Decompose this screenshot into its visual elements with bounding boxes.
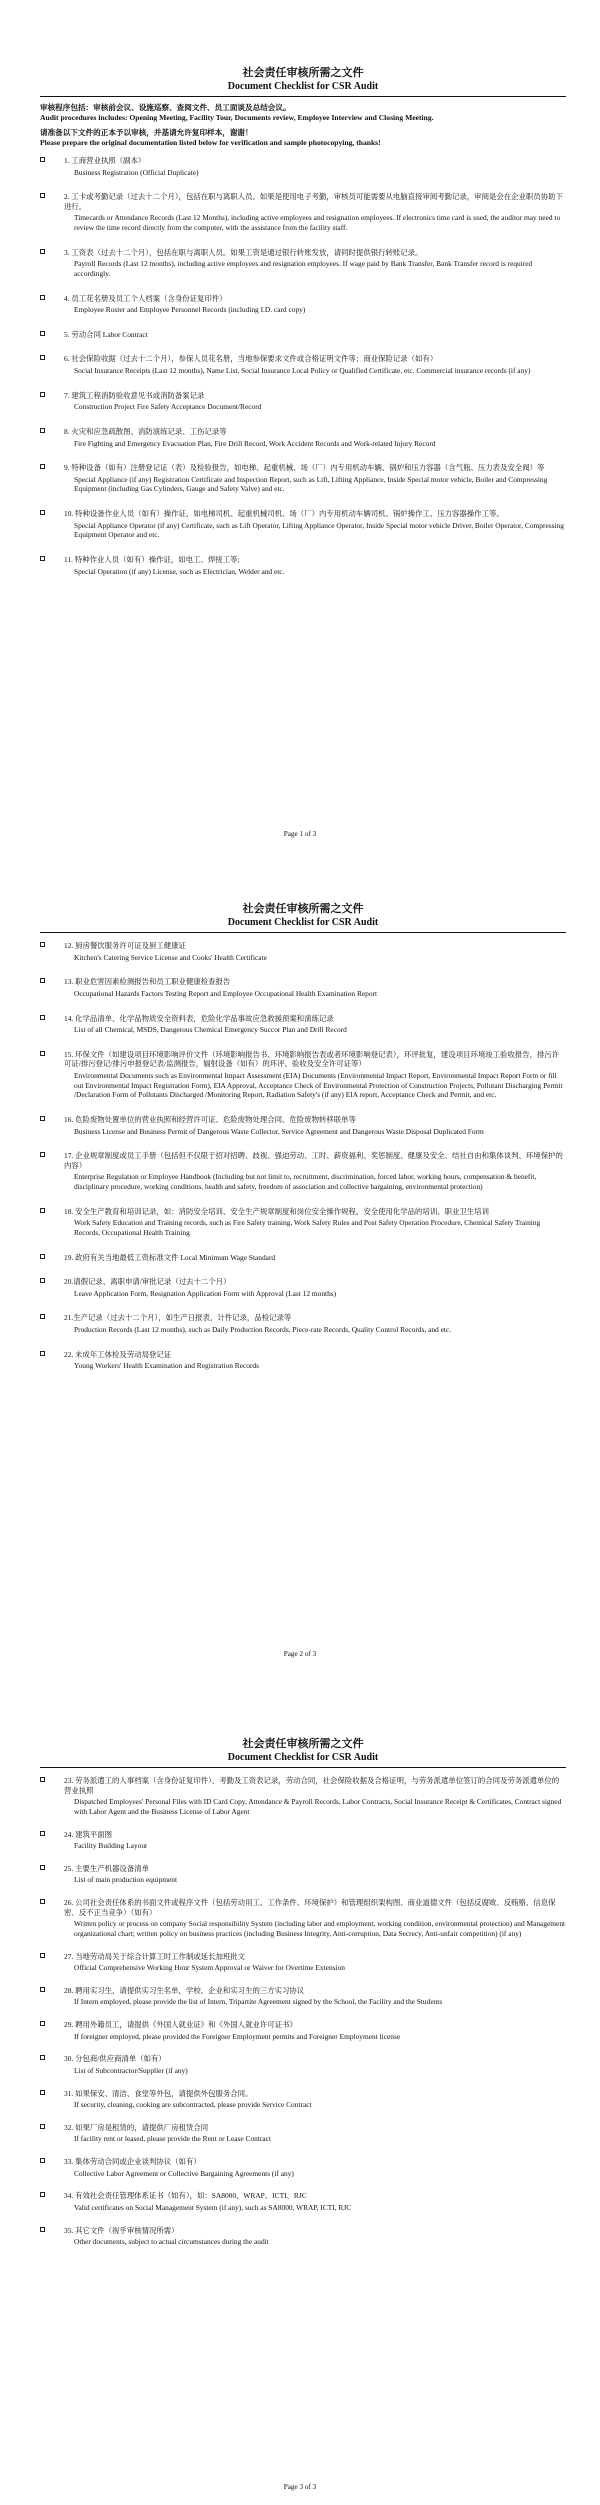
checklist-item xyxy=(40,391,566,412)
item-text-cn: 12. 厨房餐饮服务许可证及厨工健康证 xyxy=(64,941,186,950)
item-text-cn: 32. 如果厂房是租赁的，请提供厂房租赁合同 xyxy=(64,2122,209,2132)
item-text-en: If security, cleaning, cooking are subcontracted, please provide Service Contract xyxy=(74,2100,312,2110)
checkbox[interactable] xyxy=(40,2227,45,2232)
checklist-item xyxy=(40,248,566,279)
item-text-cn: 10. 特种设备作业人员（如有）操作证，如电梯司机、起重机械司机、场（厂）内专用机动车辆司机、锅炉操作工、压力容器操作工等。 xyxy=(64,509,504,518)
checklist-item xyxy=(40,156,566,177)
item-text-en: Business Registration (Official Duplicate) xyxy=(74,167,199,177)
item-text-en: Payroll Records (Last 12 months), including active employees and resignation employees. If wage paid by Bank Transfer, Bank Transfer record is required accordingly. xyxy=(74,259,533,278)
checkbox[interactable] xyxy=(40,2192,45,2197)
checklist-page-2 xyxy=(40,941,566,1371)
item-text-en: Written policy or process on company Social responsibility System (including labor and employment, working condition, environmental protection) and Management organizational chart; written policy on business practices (including Business Integrity, Anti-corruption, Data Secrecy, Anti-unfair competition) (if any) xyxy=(74,1919,566,1938)
item-text-en: Social Insurance Receipts (Last 12 months), Name List, Social Insurance Local Policy or Qualified Certificate, etc. Commercial insurance records (if any) xyxy=(74,366,531,375)
item-text-cn: 19. 政府有关当地最低工资标准文件 Local Minimum Wage Standard xyxy=(64,1252,276,1262)
checklist-item xyxy=(40,294,566,315)
audit-procedure-cn: 审核程序包括：审核前会议、设施巡察、查阅文件、员工面谈及总结会议。 xyxy=(40,103,291,112)
checkbox[interactable] xyxy=(40,1152,45,1157)
checklist-item xyxy=(40,2191,566,2212)
checkbox[interactable] xyxy=(40,1278,45,1283)
checklist-item xyxy=(40,1014,566,1035)
checklist-item xyxy=(40,509,566,540)
item-text-cn: 21.生产记录（过去十二个月），如生产日报表，计件记录，品检记录等 xyxy=(64,1313,292,1323)
checklist-item xyxy=(40,1253,566,1263)
item-text-en: Special Operation (if any) License, such as Electrician, Welder and etc. xyxy=(74,566,285,576)
checkbox[interactable] xyxy=(40,1865,45,1870)
item-text-cn: 26. 公司社会责任体系的书面文件或程序文件（包括劳动用工、工作条件、环境保护）和管理组织架构图、商业道德文件（包括反腐败、反贿赂、信息保密、反不正当竞争）（如有） xyxy=(64,1898,556,1917)
page-number: Page 3 of 3 xyxy=(283,2483,317,2491)
item-text-en: If foreigner employed, please provided the Foreigner Employment permits and Foreigner Employment license xyxy=(74,2031,401,2041)
checkbox[interactable] xyxy=(40,1987,45,1992)
item-text-cn: 2. 工卡或考勤记录（过去十二个月），包括在职与离职人员。如果是使用电子考勤，审核员可能需要从电脑直接审阅考勤记录，审阅是会在企业职员协助下进行。 xyxy=(64,192,563,211)
checkbox[interactable] xyxy=(40,2055,45,2060)
checklist-item xyxy=(40,1830,566,1851)
page-title-cn: 社会责任审核所需之文件 xyxy=(242,1738,364,1750)
item-text-cn: 7. 建筑工程消防验收意见书或消防备案记录 xyxy=(64,390,205,400)
checklist-item xyxy=(40,427,566,448)
item-text-cn: 27. 当地劳动局关于综合计算工时工作制或延长加班批文 xyxy=(64,1951,246,1961)
checkbox[interactable] xyxy=(40,331,45,336)
checkbox[interactable] xyxy=(40,464,45,469)
page-title-en: Document Checklist for CSR Audit xyxy=(227,81,379,92)
checkbox[interactable] xyxy=(40,1254,45,1259)
checklist-item xyxy=(40,1864,566,1885)
checklist-item xyxy=(40,1350,566,1371)
checklist-page-1 xyxy=(40,156,566,576)
checkbox[interactable] xyxy=(40,428,45,433)
intro-block xyxy=(40,103,566,148)
page-3 xyxy=(0,1685,600,2505)
item-text-cn: 4. 员工花名册及员工个人档案（含身份证复印件） xyxy=(64,293,227,303)
item-text-cn: 30. 分包商/供应商清单（如有） xyxy=(64,2054,166,2064)
item-text-cn: 25. 主要生产机器设备清单 xyxy=(64,1863,149,1873)
checklist-item xyxy=(40,1952,566,1973)
item-text-en: Production Records (Last 12 months), such as Daily Production Records, Piece-rate Records, Quality Control Records, and etc. xyxy=(74,1325,452,1334)
page-number: Page 2 of 3 xyxy=(283,1650,317,1658)
checklist-item xyxy=(40,1313,566,1334)
checklist-item xyxy=(40,1207,566,1238)
item-text-cn: 29. 聘用外籍员工，请提供《外国人就业证》和《外国人就业许可证书》 xyxy=(64,2020,297,2029)
checklist-item xyxy=(40,1277,566,1298)
item-text-en: Construction Project Fire Safety Acceptance Document/Record xyxy=(74,402,262,412)
item-text-en: Business License and Business Permit of Dangerous Waste Collector, Service Agreement and Dangerous Waste Disposal Duplicated Form xyxy=(74,1126,484,1136)
item-text-cn: 9. 特种设备（如有）注册登记证（表）及检验报告，如电梯、起重机械、场（厂）内专用机动车辆、锅炉和压力容器（含气瓶、压力表及安全阀）等 xyxy=(64,463,545,473)
item-text-en: Facility Building Layout xyxy=(74,1841,148,1851)
checkbox[interactable] xyxy=(40,355,45,360)
checkbox[interactable] xyxy=(40,1116,45,1121)
item-text-en: Valid certificates on Social Management System (if any), such as SA8000, WRAP, ICTI, RJC xyxy=(74,2202,352,2212)
checkbox[interactable] xyxy=(40,1777,45,1782)
checklist-item xyxy=(40,1151,566,1192)
item-text-cn: 20.请假记录、离职申请/审批记录（过去十二个月） xyxy=(64,1277,231,1287)
checkbox[interactable] xyxy=(40,510,45,515)
checkbox[interactable] xyxy=(40,1351,45,1356)
checkbox[interactable] xyxy=(40,2090,45,2095)
checkbox[interactable] xyxy=(40,157,45,162)
page-title-cn: 社会责任审核所需之文件 xyxy=(242,67,364,79)
checklist-item xyxy=(40,1898,566,1939)
item-text-cn: 3. 工资表（过去十二个月），包括在职与离职人员。如果工资是通过银行转账发放，请同时提供银行转账记录。 xyxy=(64,247,423,257)
item-text-cn: 34. 有效社会责任管理体系证书（如有），如：SA8000、WRAP、ICTI、RJC xyxy=(64,2191,307,2201)
item-text-en: Fire Fighting and Emergency Evacuation Plan, Fire Drill Record, Work Accident Records and Work-related Injury Record xyxy=(74,438,436,448)
item-text-en: Official Comprehensive Working Hour System Approval or Waiver for Overtime Extension xyxy=(74,1963,345,1973)
audit-procedure-en: Audit procedures includes: Opening Meeting, Facility Tour, Documents review, Employee Interview and Closing Meeting. xyxy=(40,112,434,122)
checkbox[interactable] xyxy=(40,1015,45,1020)
item-text-cn: 23. 劳务派遣工的人事档案（含身份证复印件）、考勤及工资表记录，劳动合同，社会保险收据及合格证明，与劳务派遣单位签订的合同及劳务派遣单位的营业执照 xyxy=(64,1776,560,1795)
checklist-item xyxy=(40,1115,566,1136)
item-text-cn: 17. 企业规章制度或员工手册（包括但不仅限于招对招聘、歧视、强迫劳动、工时、薪资福利、奖惩制度、健康及安全、结社自由和集体谈判、环境保护的内容） xyxy=(64,1151,563,1170)
item-text-cn: 33. 集体劳动合同或企业谈判协议（如有） xyxy=(64,2157,201,2166)
checkbox[interactable] xyxy=(40,978,45,983)
item-text-cn: 24. 建筑平面图 xyxy=(64,1829,113,1839)
item-text-cn: 15. 环保文件（如建设项目环境影响评价文件（环境影响报告书、环境影响报告表或者环境影响登记表），环评批复，建设项目环境竣工验收报告，排污许可证/排污登记/排污申报登记表/监测报告，辐射设备（如有）的环评、验收及安全许可证等） xyxy=(64,1049,560,1069)
prepare-note-en: Please prepare the original documentation listed below for verification and sample photocopying, thanks! xyxy=(40,138,381,148)
item-text-en: Environmental Documents such as Environmental Impact Assessment (EIA) Documents (Environmental Impact Report, Environmental Impact Report Form or fill out Environmental Impact Registration Form), EIA Approval, Acceptance Check of Environmental Protection of Construction Projects, Pollutant Discharging Permit /Declaration Form of Pollutants Discharged /Monitoring Report, Radiation Safety's (if any) EIA report, Acceptance Check and Permit, and etc. xyxy=(74,1071,563,1100)
item-text-cn: 13. 职业危害因素检测报告和员工职业健康检查报告 xyxy=(64,977,231,987)
checkbox[interactable] xyxy=(40,2124,45,2129)
checkbox[interactable] xyxy=(40,193,45,198)
checklist-item xyxy=(40,2089,566,2110)
item-text-cn: 28. 聘用实习生，请提供实习生名单，学校、企业和实习生的三方实习协议 xyxy=(64,1985,305,1995)
item-text-en: Occupational Hazards Factors Testing Report and Employee Occupational Health Examination Report xyxy=(74,988,378,998)
checklist-item xyxy=(40,2054,566,2075)
checklist-item xyxy=(40,2226,566,2247)
checkbox[interactable] xyxy=(40,942,45,947)
checklist-item xyxy=(40,2020,566,2041)
page-1 xyxy=(0,0,600,850)
checkbox[interactable] xyxy=(40,295,45,300)
checklist-item xyxy=(40,555,566,576)
page-title-cn: 社会责任审核所需之文件 xyxy=(242,903,364,915)
checklist-item xyxy=(40,463,566,494)
item-text-en: Employee Roster and Employee Personnel Records (including I.D. card copy) xyxy=(74,305,306,315)
title-divider xyxy=(40,932,566,933)
item-text-en: If facility rent or leased, please provide the Rent or Lease Contract xyxy=(74,2134,272,2144)
item-text-en: Leave Application Form, Resignation Application Form with Approval (Last 12 months) xyxy=(74,1288,337,1298)
checklist-item xyxy=(40,941,566,962)
item-text-cn: 22. 未成年工体检及劳动局登记证 xyxy=(64,1349,172,1359)
checkbox[interactable] xyxy=(40,2021,45,2026)
item-text-en: List of Subcontractor/Supplier (if any) xyxy=(74,2065,188,2075)
item-text-en: List of all Chemical, MSDS, Dangerous Chemical Emergency Succor Plan and Drill Record xyxy=(74,1025,347,1035)
item-text-cn: 14. 化学品清单、化学品物质安全资料表，危险化学品事故应急救援预案和演练记录 xyxy=(64,1013,334,1023)
page-title-en: Document Checklist for CSR Audit xyxy=(227,917,379,928)
item-text-cn: 11. 特种作业人员（如有）操作证，如电工、焊接工等; xyxy=(64,554,240,564)
page-2 xyxy=(0,850,600,1685)
page-number: Page 1 of 3 xyxy=(283,830,317,838)
item-text-en: Timecards or Attendance Records (Last 12 Months), including active employees and resignation employees. If electronics time card is used, the auditor may need to review the time record directly from the computer, with the assistance from the facility staff. xyxy=(74,213,561,232)
page-title-en: Document Checklist for CSR Audit xyxy=(227,1752,379,1763)
item-text-cn: 18. 安全生产教育和培训记录，如：消防安全培训、安全生产规章制度和岗位安全操作规程、安全使用化学品的培训、职业卫生培训 xyxy=(64,1206,489,1216)
item-text-en: If Intern employed, please provide the list of Intern, Tripartite Agreement signed by the School, the Facility and the Students xyxy=(74,1997,443,2007)
title-divider xyxy=(40,1767,566,1768)
checkbox[interactable] xyxy=(40,1314,45,1319)
item-text-en: Work Safety Education and Training records, such as Fire Safety training, Work Safety Rules and Post Safety Operation Procedure, Chemical Safety Training Records, Occupational Health Training xyxy=(74,1218,541,1237)
checkbox[interactable] xyxy=(40,1953,45,1958)
checklist-item xyxy=(40,330,566,340)
item-text-en: Special Appliance (if any) Registration Certificate and Inspection Report, such as Lift, Lifting Appliance, Inside Special motor vehicle, Boiler and Compressing Equipment (including Gas Cylinders, Gauge and Safety Valve) and etc. xyxy=(74,474,548,494)
item-text-en: List of main production equipment xyxy=(74,1875,178,1885)
checkbox[interactable] xyxy=(40,1208,45,1213)
title-divider xyxy=(40,96,566,97)
item-text-cn: 31. 如果保安、清洁、食堂等外包，请提供外包服务合同。 xyxy=(64,2088,253,2098)
checklist-item xyxy=(40,977,566,998)
prepare-note-cn: 请准备以下文件的正本予以审核，并基请允许复印样本，谢谢！ xyxy=(40,128,253,138)
checklist-item xyxy=(40,1986,566,2007)
checklist-page-3 xyxy=(40,1776,566,2247)
item-text-cn: 6. 社会保险收据（过去十二个月），参保人员花名册，当地参保要求文件或合格证明文件等；商业保险记录（如有） xyxy=(64,354,438,364)
item-text-en: Dispatched Employees' Personal Files with ID Card Copy, Attendance & Payroll Records, Labor Contracts, Social Insurance Receipt & Certificates, Contract signed with Labor Agent and the Business License of Labor Agent xyxy=(74,1797,562,1816)
item-text-en: Special Appliance Operator (if any) Certificate, such as Lift Operator, Lifting Appliance Operator, Inside Special motor vehicle Driver, Boiler Operator, Compressing Equipment Operator and etc. xyxy=(74,520,564,540)
item-text-en: Enterprise Regulation or Employee Handbook (Including but not limit to, recruitment, discrimination, forced labor, working hours, compensation & benefit, disciplinary procedure, working conditions, health and safety, freedom of association and collective bargaining, environmental protection) xyxy=(74,1172,537,1191)
item-text-cn: 5. 劳动合同 Labor Contract xyxy=(64,329,148,339)
checklist-item xyxy=(40,1050,566,1100)
checkbox[interactable] xyxy=(40,556,45,561)
checklist-item xyxy=(40,2123,566,2144)
checklist-item xyxy=(40,2157,566,2178)
checkbox[interactable] xyxy=(40,1831,45,1836)
checkbox[interactable] xyxy=(40,2158,45,2163)
item-text-cn: 16. 危险废物处置单位的营业执照和经营许可证、危险废物处理合同、危险废物转移联单等 xyxy=(64,1114,356,1124)
item-text-cn: 8. 火灾和应急疏散图、消防演练记录、工伤记录等 xyxy=(64,426,227,436)
checklist-item xyxy=(40,192,566,233)
checkbox[interactable] xyxy=(40,249,45,254)
checkbox[interactable] xyxy=(40,1899,45,1904)
item-text-en: Other documents, subject to actual circumstances during the audit xyxy=(74,2237,269,2247)
checklist-item xyxy=(40,354,566,375)
item-text-en: Kitchen's Catering Service License and Cooks' Health Certificate xyxy=(74,952,267,962)
item-text-cn: 35. 其它文件（视乎审核情况所需） xyxy=(64,2225,179,2235)
item-text-cn: 1. 工商营业执照（副本） xyxy=(64,155,146,165)
item-text-en: Young Workers' Health Examination and Registration Records xyxy=(74,1361,259,1371)
item-text-en: Collective Labor Agreement or Collective Bargaining Agreements (if any) xyxy=(74,2168,294,2178)
checkbox[interactable] xyxy=(40,392,45,397)
checklist-item xyxy=(40,1776,566,1817)
checkbox[interactable] xyxy=(40,1051,45,1056)
